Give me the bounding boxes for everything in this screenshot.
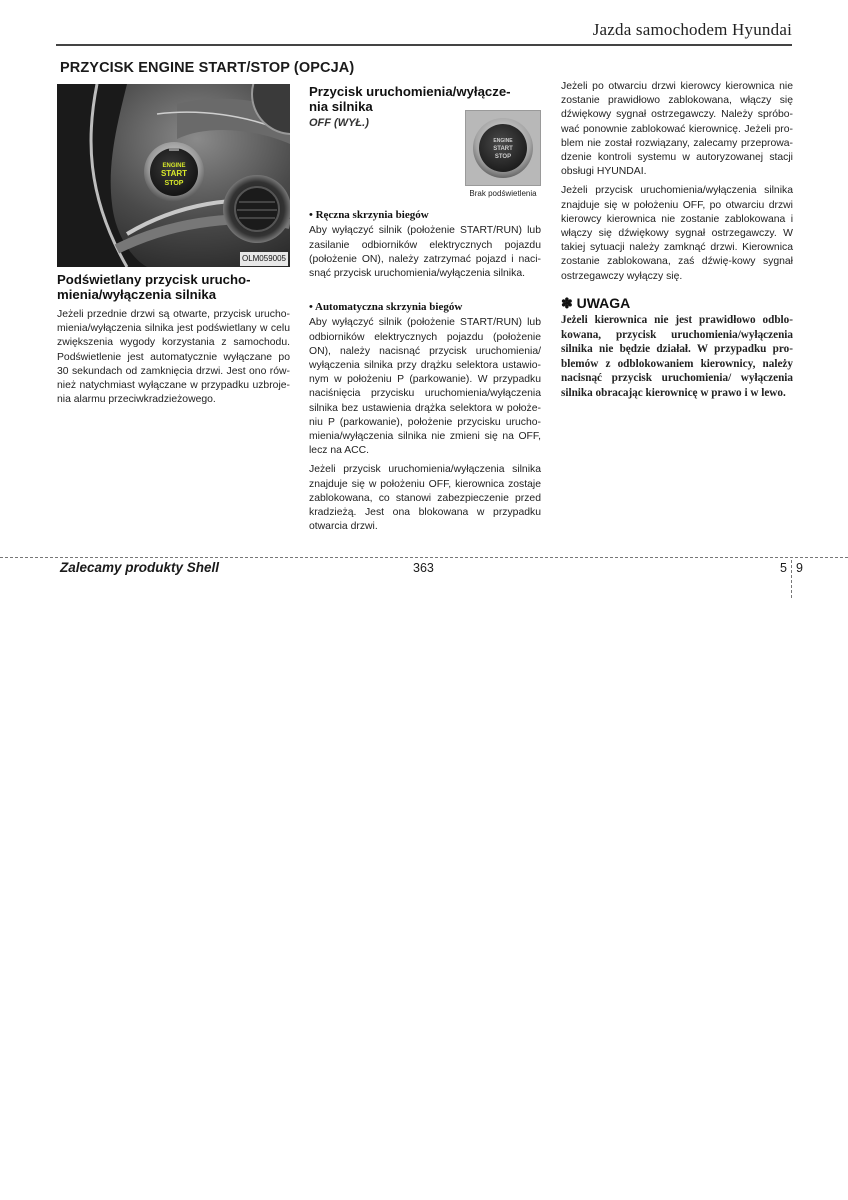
header-rule: [56, 44, 792, 46]
dashboard-illustration: [57, 84, 290, 267]
illuminated-button-paragraph: Jeżeli przednie drzwi są otwarte, przycisk urucho-mienia/wyłączenia silnika jest podświetlany w celu zwiększenia wygody korzystania z samochodu. Podświetlenie jest automatycznie wyłączane po 30 sekundach od zamknięcia drzwi. Jest ono rów-nież natychmiast wyłączane w przypadku uzbroje-nia alarmu przeciwkradzieżowego.: [57, 309, 290, 406]
mini-label-start: START: [493, 146, 513, 152]
mini-label-engine: ENGINE: [493, 138, 513, 144]
manual-gearbox-heading: • Ręczna skrzynia biegów: [309, 209, 429, 222]
manual-gearbox-paragraph: Aby wyłączyć silnik (położenie START/RUN) lub zasilanie odbiorników elektrycznych pojazdu (położenie ON), należy zatrzymać pojazd i naci-snąć przycisk uruchomienia/wyłączenia silnika.: [309, 225, 541, 280]
note-text: Jeżeli kierownica nie jest prawidłowo odblo-kowana, przycisk uruchomienia/wyłączenia silnika nie będzie działał. W przypadku pro-blemów z odblokowaniem kierownicy, należy nacisnąć przycisk uruchomienia/ wyłączenia silnika obracając kierownicę w prawo i w lewo.: [561, 314, 793, 400]
column-2: [309, 84, 541, 539]
unlit-button-caption: Brak podświetlenia: [469, 189, 537, 198]
engine-button-photo: [57, 84, 290, 267]
section-title: PRZYCISK ENGINE START/STOP (OPCJA): [60, 60, 355, 76]
column-1: [57, 84, 290, 412]
note-heading: ✽ UWAGA: [561, 294, 631, 311]
lock-warning-paragraph: Jeżeli po otwarciu drzwi kierowcy kierownica nie zostanie prawidłowo zablokowana, włączy się dźwiękowy sygnał ostrzegawczy. Należy spróbo-wać ponownie zablokować kierownicę. Jeżeli pro-blem nie został rozwiązany, zalecamy przeprowa-dzenie kontroli systemu w autoryzowanej stacji obsługi HYUNDAI.: [561, 81, 793, 178]
footer-tagline: Zalecamy produkty Shell: [60, 560, 220, 575]
mini-label-stop: STOP: [494, 154, 512, 160]
door-open-paragraph: Jeżeli przycisk uruchomienia/wyłączenia silnika znajduje się w położeniu OFF, po otwarciu drzwi kierowcy kierownica nie zostanie zablokowana i włączy się dźwiękowy sygnał ostrzegawczy. W takiej sytuacji należy zamknąć drzwi. Kierownica zostanie zablokowana, zaś dźwię-kowy sygnał ostrzegawczy wyłączy się.: [561, 185, 793, 282]
automatic-gearbox-heading: • Automatyczna skrzynia biegów: [309, 301, 463, 314]
footer-rule: [0, 557, 848, 558]
automatic-gearbox-paragraph: Aby wyłączyć silnik (położenie START/RUN) lub odbiorników elektrycznych pojazdu (położenie ON), należy nacisnąć przycisk uruchomienia/ wyłączenia silnika przy drążku selektora ustawio-nym w położeniu P (parkowanie). W przypadku naciśnięcia przycisku uruchomienia/wyłączenia silnika bez ustawienia drążka selektora w położe-niu P (parkowanie), położenie przycisku urucho-mienia/wyłączenia silnika nie zmieni się na OFF, lecz na ACC.: [309, 317, 541, 457]
unlit-button-figure: [465, 110, 541, 201]
running-header: Jazda samochodem Hyundai: [592, 20, 792, 39]
illuminated-button-heading: Podświetlany przycisk urucho-mienia/wyłączenia silnika: [57, 272, 251, 302]
photo-code: OLM059005: [240, 252, 288, 266]
steering-lock-paragraph: Jeżeli przycisk uruchomienia/wyłączenia silnika znajduje się w położeniu OFF, kierownica zostaje zablokowana, co stanowi zabezpieczenie przed kradzieżą. Jest ona blokowana w przypadku otwarcia drzwi.: [309, 464, 541, 533]
footer-section-page: 9: [796, 561, 803, 575]
footer-divider: [791, 560, 792, 598]
footer-chapter-number: 5: [780, 561, 787, 575]
footer-page-number: 363: [413, 561, 434, 575]
start-stop-button-heading: Przycisk uruchomienia/wyłącze-nia silnika: [309, 84, 511, 114]
button-label-engine: ENGINE: [162, 163, 186, 169]
column-3: [561, 80, 793, 401]
off-subheading: OFF (WYŁ.): [309, 117, 369, 129]
unlit-button-illustration: [466, 111, 540, 185]
button-label-stop: STOP: [164, 180, 184, 187]
unlit-button-photo: [465, 110, 541, 186]
button-label-start: START: [160, 169, 188, 178]
